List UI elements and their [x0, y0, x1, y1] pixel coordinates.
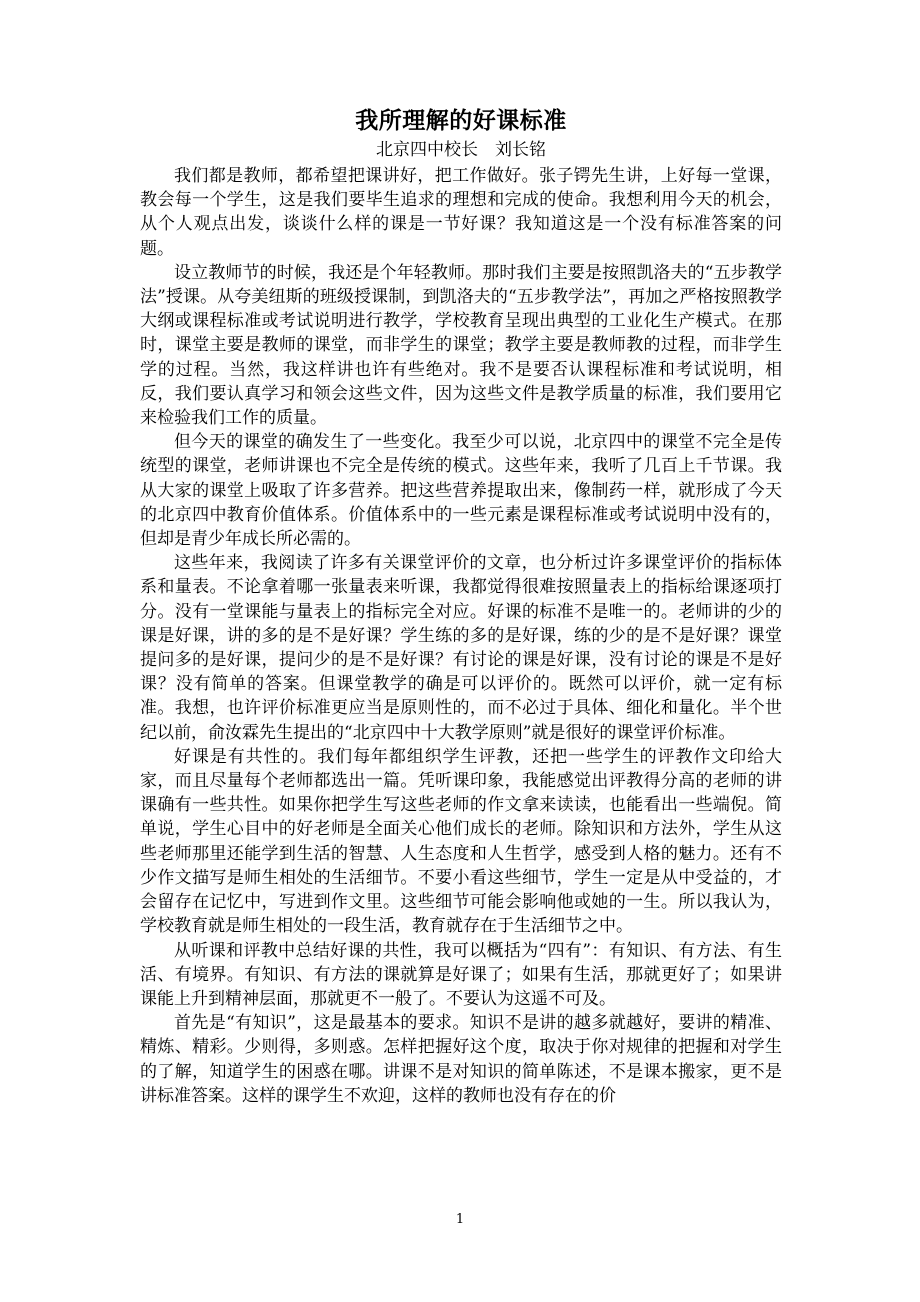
author-byline: 北京四中校长 刘长铭 — [376, 140, 546, 160]
document-title: 我所理解的好课标准 — [355, 107, 567, 134]
document-body — [140, 104, 782, 1108]
page-number: 1 — [455, 1212, 465, 1227]
paragraph-4: 这些年来，我阅读了许多有关课堂评价的文章，也分析过许多课堂评价的指标体系和量表。不论拿着哪一张量表来听课，我都觉得很难按照量表上的指标给课逐项打分。没有一堂课能与量表上的指标完全对应。好课的标准不是唯一的。老师讲的少的课是好课，讲的多的是不是好课？学生练的多的是好课，练的少的是不是好课？课堂提问多的是好课，提问少的是不是好课？有讨论的课是好课，没有讨论的课是不是好课？没有简单的答案。但课堂教学的确是可以评价的。既然可以评价，就一定有标准。我想，也许评价标准更应当是原则性的，而不必过于具体、细化和量化。半个世纪以前，俞汝霖先生提出的“北京四中十大教学原则”就是很好的课堂评价标准。 — [140, 553, 782, 743]
paragraph-5: 好课是有共性的。我们每年都组织学生评教，还把一些学生的评教作文印给大家，而且尽量每个老师都选出一篇。凭听课印象，我能感觉出评教得分高的老师的讲课确有一些共性。如果你把学生写这些老师的作文拿来读读，也能看出一些端倪。简单说，学生心目中的好老师是全面关心他们成长的老师。除知识和方法外，学生从这些老师那里还能学到生活的智慧、人生态度和人生哲学，感受到人格的魅力。还有不少作文描写是师生相处的生活细节。不要小看这些细节，学生一定是从中受益的，才会留存在记忆中，写进到作文里。这些细节可能会影响他或她的一生。所以我认为，学校教育就是师生相处的一段生活，教育就存在于生活细节之中。 — [140, 746, 782, 937]
paragraph-7: 首先是“有知识”，这是最基本的要求。知识不是讲的越多就越好，要讲的精准、精炼、精彩。少则得，多则惑。怎样把握好这个度，取决于你对规律的把握和对学生的了解，知道学生的困惑在哪。讲课不是对知识的简单陈述，不是课本搬家，更不是讲标准答案。这样的课学生不欢迎，这样的教师也没有存在的价 — [140, 1013, 782, 1106]
paragraph-3: 但今天的课堂的确发生了一些变化。我至少可以说，北京四中的课堂不完全是传统型的课堂，老师讲课也不完全是传统的模式。这些年来，我听了几百上千节课。我从大家的课堂上吸取了许多营养。把这些营养提取出来，像制药一样，就形成了今天的北京四中教育价值体系。价值体系中的一些元素是课程标准或考试说明中没有的，但却是青少年成长所必需的。 — [140, 432, 782, 550]
paragraph-6: 从听课和评教中总结好课的共性，我可以概括为“四有”：有知识、有方法、有生活、有境界。有知识、有方法的课就算是好课了；如果有生活，那就更好了；如果讲课能上升到精神层面，那就更不一般了。不要认为这遥不可及。 — [140, 940, 782, 1009]
paragraph-1: 我们都是教师，都希望把课讲好，把工作做好。张子锷先生讲，上好每一堂课，教会每一个学生，这是我们要毕生追求的理想和完成的使命。我想利用今天的机会，从个人观点出发，谈谈什么样的课是一节好课？我知道这是一个没有标准答案的问题。 — [140, 166, 782, 259]
paragraph-2: 设立教师节的时候，我还是个年轻教师。那时我们主要是按照凯洛夫的“五步教学法”授课。从夸美纽斯的班级授课制，到凯洛夫的“五步教学法”，再加之严格按照教学大纲或课程标准或考试说明进行教学，学校教育呈现出典型的工业化生产模式。在那时，课堂主要是教师的课堂，而非学生的课堂；教学主要是教师教的过程，而非学生学的过程。当然，我这样讲也许有些绝对。我不是要否认课程标准和考试说明，相反，我们要认真学习和领会这些文件，因为这些文件是教学质量的标准，我们要用它来检验我们工作的质量。 — [140, 262, 782, 429]
